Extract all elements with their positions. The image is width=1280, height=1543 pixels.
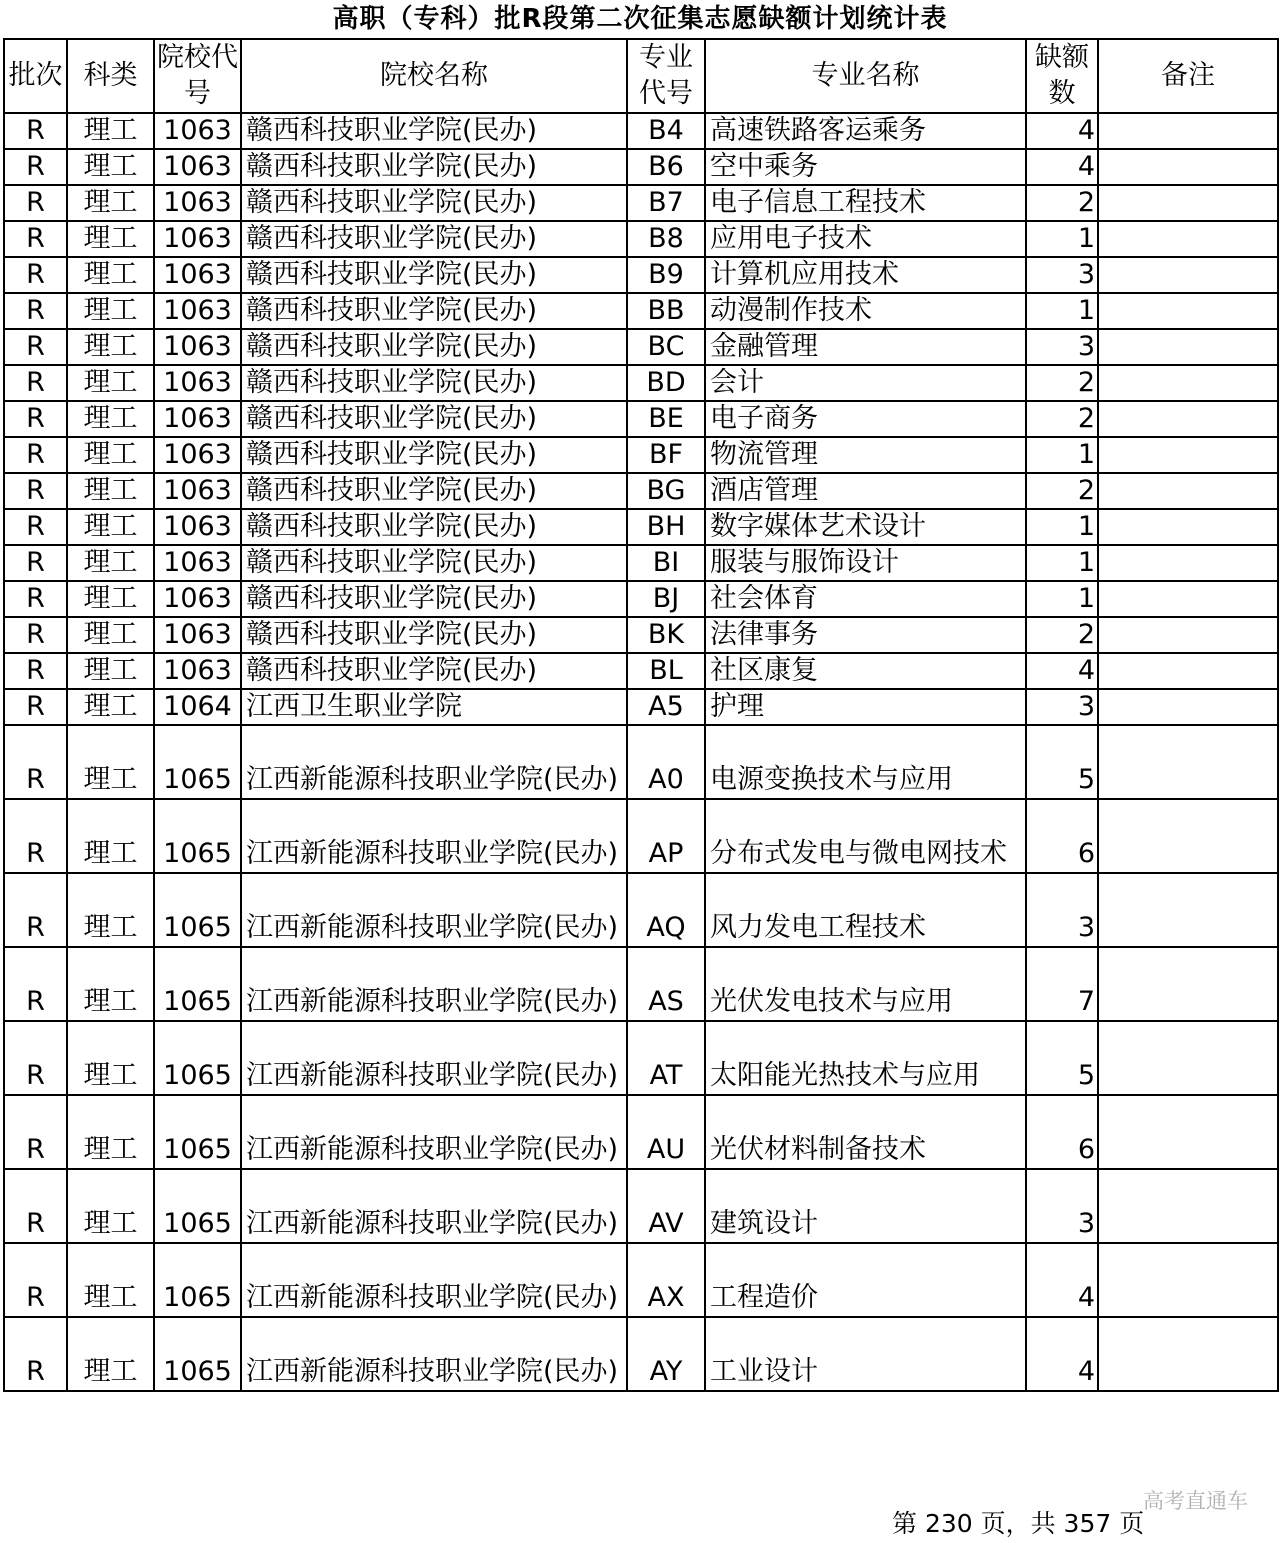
cell-school-code: 1063 xyxy=(154,257,241,293)
cell-school-name: 赣西科技职业学院(民办) xyxy=(241,329,627,365)
cell-category: 理工 xyxy=(67,185,154,221)
cell-vacancy: 6 xyxy=(1026,1095,1098,1169)
table-row xyxy=(4,113,1278,149)
cell-major-name: 会计 xyxy=(705,365,1026,401)
cell-school-code: 1065 xyxy=(154,1243,241,1317)
cell-school-code: 1063 xyxy=(154,473,241,509)
header-major-code: 专业代号 xyxy=(627,39,705,113)
cell-vacancy: 3 xyxy=(1026,329,1098,365)
header-category: 科类 xyxy=(67,39,154,113)
cell-batch: R xyxy=(4,221,67,257)
cell-vacancy: 2 xyxy=(1026,473,1098,509)
cell-major-name: 物流管理 xyxy=(705,437,1026,473)
cell-major-code: AU xyxy=(627,1095,705,1169)
cell-school-code: 1063 xyxy=(154,293,241,329)
cell-vacancy: 2 xyxy=(1026,617,1098,653)
cell-vacancy: 2 xyxy=(1026,401,1098,437)
cell-category: 理工 xyxy=(67,1317,154,1391)
cell-category: 理工 xyxy=(67,581,154,617)
cell-batch: R xyxy=(4,401,67,437)
cell-major-code: BK xyxy=(627,617,705,653)
cell-major-code: BG xyxy=(627,473,705,509)
cell-batch: R xyxy=(4,293,67,329)
cell-remark xyxy=(1098,365,1278,401)
cell-major-code: A5 xyxy=(627,689,705,725)
table-row xyxy=(4,329,1278,365)
cell-remark xyxy=(1098,1021,1278,1095)
cell-remark xyxy=(1098,947,1278,1021)
cell-category: 理工 xyxy=(67,725,154,799)
cell-remark xyxy=(1098,1169,1278,1243)
cell-vacancy: 3 xyxy=(1026,873,1098,947)
cell-batch: R xyxy=(4,1021,67,1095)
cell-batch: R xyxy=(4,1317,67,1391)
cell-major-code: B9 xyxy=(627,257,705,293)
table-row xyxy=(4,799,1278,873)
cell-vacancy: 1 xyxy=(1026,221,1098,257)
cell-major-code: AX xyxy=(627,1243,705,1317)
table-row xyxy=(4,689,1278,725)
cell-school-code: 1063 xyxy=(154,545,241,581)
cell-major-code: BH xyxy=(627,509,705,545)
cell-major-code: BB xyxy=(627,293,705,329)
cell-school-code: 1063 xyxy=(154,149,241,185)
cell-major-name: 空中乘务 xyxy=(705,149,1026,185)
cell-major-name: 社区康复 xyxy=(705,653,1026,689)
cell-school-name: 赣西科技职业学院(民办) xyxy=(241,545,627,581)
cell-major-name: 服装与服饰设计 xyxy=(705,545,1026,581)
cell-vacancy: 1 xyxy=(1026,581,1098,617)
cell-school-name: 赣西科技职业学院(民办) xyxy=(241,257,627,293)
table-row xyxy=(4,473,1278,509)
cell-vacancy: 5 xyxy=(1026,725,1098,799)
cell-vacancy: 1 xyxy=(1026,293,1098,329)
cell-major-name: 电源变换技术与应用 xyxy=(705,725,1026,799)
cell-vacancy: 3 xyxy=(1026,689,1098,725)
cell-major-name: 护理 xyxy=(705,689,1026,725)
cell-school-code: 1063 xyxy=(154,113,241,149)
cell-major-code: BJ xyxy=(627,581,705,617)
cell-school-name: 赣西科技职业学院(民办) xyxy=(241,365,627,401)
cell-category: 理工 xyxy=(67,947,154,1021)
cell-school-name: 江西新能源科技职业学院(民办) xyxy=(241,1317,627,1391)
cell-category: 理工 xyxy=(67,401,154,437)
cell-school-name: 江西新能源科技职业学院(民办) xyxy=(241,1243,627,1317)
cell-remark xyxy=(1098,689,1278,725)
table-row xyxy=(4,545,1278,581)
cell-school-code: 1063 xyxy=(154,221,241,257)
table-row xyxy=(4,221,1278,257)
cell-school-name: 江西卫生职业学院 xyxy=(241,689,627,725)
cell-major-name: 建筑设计 xyxy=(705,1169,1026,1243)
cell-remark xyxy=(1098,473,1278,509)
cell-batch: R xyxy=(4,437,67,473)
cell-school-name: 江西新能源科技职业学院(民办) xyxy=(241,799,627,873)
cell-major-code: A0 xyxy=(627,725,705,799)
table-row xyxy=(4,365,1278,401)
table-row xyxy=(4,437,1278,473)
cell-batch: R xyxy=(4,799,67,873)
cell-major-code: AQ xyxy=(627,873,705,947)
cell-remark xyxy=(1098,1095,1278,1169)
cell-major-code: BF xyxy=(627,437,705,473)
cell-major-code: BI xyxy=(627,545,705,581)
cell-major-code: AV xyxy=(627,1169,705,1243)
cell-major-code: BC xyxy=(627,329,705,365)
watermark: 高考直通车 xyxy=(1143,1489,1248,1513)
cell-major-code: AT xyxy=(627,1021,705,1095)
cell-vacancy: 4 xyxy=(1026,113,1098,149)
cell-vacancy: 3 xyxy=(1026,1169,1098,1243)
cell-batch: R xyxy=(4,473,67,509)
cell-vacancy: 4 xyxy=(1026,149,1098,185)
table-row xyxy=(4,1243,1278,1317)
cell-vacancy: 1 xyxy=(1026,437,1098,473)
cell-major-code: BE xyxy=(627,401,705,437)
cell-school-name: 江西新能源科技职业学院(民办) xyxy=(241,1021,627,1095)
cell-major-name: 工程造价 xyxy=(705,1243,1026,1317)
cell-batch: R xyxy=(4,947,67,1021)
table-row xyxy=(4,1095,1278,1169)
table-row xyxy=(4,401,1278,437)
cell-school-name: 赣西科技职业学院(民办) xyxy=(241,437,627,473)
header-vacancy: 缺额数 xyxy=(1026,39,1098,113)
cell-category: 理工 xyxy=(67,1021,154,1095)
cell-school-code: 1063 xyxy=(154,437,241,473)
cell-school-code: 1065 xyxy=(154,947,241,1021)
cell-vacancy: 5 xyxy=(1026,1021,1098,1095)
cell-major-name: 数字媒体艺术设计 xyxy=(705,509,1026,545)
table-body xyxy=(4,113,1278,1391)
table-row xyxy=(4,293,1278,329)
cell-major-code: BD xyxy=(627,365,705,401)
cell-batch: R xyxy=(4,329,67,365)
cell-major-name: 风力发电工程技术 xyxy=(705,873,1026,947)
cell-vacancy: 6 xyxy=(1026,799,1098,873)
cell-vacancy: 4 xyxy=(1026,1317,1098,1391)
cell-category: 理工 xyxy=(67,1095,154,1169)
cell-remark xyxy=(1098,257,1278,293)
cell-school-code: 1065 xyxy=(154,1095,241,1169)
cell-school-code: 1063 xyxy=(154,401,241,437)
cell-major-code: AP xyxy=(627,799,705,873)
cell-category: 理工 xyxy=(67,293,154,329)
cell-major-name: 社会体育 xyxy=(705,581,1026,617)
cell-school-code: 1063 xyxy=(154,617,241,653)
cell-major-name: 光伏发电技术与应用 xyxy=(705,947,1026,1021)
cell-major-name: 应用电子技术 xyxy=(705,221,1026,257)
cell-remark xyxy=(1098,1243,1278,1317)
cell-category: 理工 xyxy=(67,653,154,689)
table-row xyxy=(4,1317,1278,1391)
cell-school-code: 1065 xyxy=(154,1169,241,1243)
cell-remark xyxy=(1098,149,1278,185)
cell-school-code: 1065 xyxy=(154,725,241,799)
cell-remark xyxy=(1098,617,1278,653)
cell-category: 理工 xyxy=(67,545,154,581)
cell-category: 理工 xyxy=(67,1169,154,1243)
cell-remark xyxy=(1098,873,1278,947)
header-batch: 批次 xyxy=(4,39,67,113)
cell-category: 理工 xyxy=(67,1243,154,1317)
cell-batch: R xyxy=(4,509,67,545)
cell-school-name: 赣西科技职业学院(民办) xyxy=(241,581,627,617)
cell-major-code: B6 xyxy=(627,149,705,185)
cell-category: 理工 xyxy=(67,257,154,293)
cell-school-name: 江西新能源科技职业学院(民办) xyxy=(241,1169,627,1243)
cell-major-name: 法律事务 xyxy=(705,617,1026,653)
cell-major-name: 电子商务 xyxy=(705,401,1026,437)
cell-major-name: 太阳能光热技术与应用 xyxy=(705,1021,1026,1095)
vacancy-table xyxy=(3,38,1279,1392)
cell-vacancy: 3 xyxy=(1026,257,1098,293)
cell-category: 理工 xyxy=(67,221,154,257)
cell-school-name: 赣西科技职业学院(民办) xyxy=(241,509,627,545)
page-title: 高职（专科）批R段第二次征集志愿缺额计划统计表 xyxy=(332,4,948,34)
cell-school-name: 江西新能源科技职业学院(民办) xyxy=(241,725,627,799)
cell-major-name: 电子信息工程技术 xyxy=(705,185,1026,221)
cell-major-code: B8 xyxy=(627,221,705,257)
cell-remark xyxy=(1098,799,1278,873)
cell-school-name: 赣西科技职业学院(民办) xyxy=(241,401,627,437)
cell-remark xyxy=(1098,293,1278,329)
cell-school-code: 1063 xyxy=(154,365,241,401)
cell-major-code: B4 xyxy=(627,113,705,149)
cell-remark xyxy=(1098,437,1278,473)
cell-batch: R xyxy=(4,149,67,185)
cell-batch: R xyxy=(4,1095,67,1169)
cell-remark xyxy=(1098,221,1278,257)
cell-major-name: 光伏材料制备技术 xyxy=(705,1095,1026,1169)
cell-school-name: 赣西科技职业学院(民办) xyxy=(241,185,627,221)
cell-school-name: 江西新能源科技职业学院(民办) xyxy=(241,873,627,947)
table-row xyxy=(4,617,1278,653)
cell-remark xyxy=(1098,725,1278,799)
cell-category: 理工 xyxy=(67,437,154,473)
cell-school-code: 1065 xyxy=(154,873,241,947)
cell-remark xyxy=(1098,509,1278,545)
cell-batch: R xyxy=(4,689,67,725)
cell-category: 理工 xyxy=(67,689,154,725)
cell-batch: R xyxy=(4,545,67,581)
cell-batch: R xyxy=(4,873,67,947)
cell-major-name: 分布式发电与微电网技术 xyxy=(705,799,1026,873)
cell-school-code: 1063 xyxy=(154,329,241,365)
table-row xyxy=(4,257,1278,293)
table-row xyxy=(4,1021,1278,1095)
cell-remark xyxy=(1098,113,1278,149)
table-row xyxy=(4,1169,1278,1243)
page-footer: 第 230 页，共 357 页 xyxy=(892,1509,1145,1538)
header-remark: 备注 xyxy=(1098,39,1278,113)
cell-major-code: B7 xyxy=(627,185,705,221)
cell-school-code: 1064 xyxy=(154,689,241,725)
cell-vacancy: 4 xyxy=(1026,653,1098,689)
cell-remark xyxy=(1098,329,1278,365)
cell-category: 理工 xyxy=(67,473,154,509)
cell-batch: R xyxy=(4,113,67,149)
cell-category: 理工 xyxy=(67,329,154,365)
cell-category: 理工 xyxy=(67,113,154,149)
table-row xyxy=(4,149,1278,185)
cell-school-name: 赣西科技职业学院(民办) xyxy=(241,113,627,149)
header-row xyxy=(4,39,1278,113)
header-school-name: 院校名称 xyxy=(241,39,627,113)
cell-school-name: 赣西科技职业学院(民办) xyxy=(241,617,627,653)
cell-batch: R xyxy=(4,653,67,689)
cell-school-code: 1063 xyxy=(154,581,241,617)
cell-school-code: 1063 xyxy=(154,653,241,689)
cell-batch: R xyxy=(4,725,67,799)
table-row xyxy=(4,185,1278,221)
cell-batch: R xyxy=(4,1169,67,1243)
cell-batch: R xyxy=(4,1243,67,1317)
cell-batch: R xyxy=(4,617,67,653)
cell-school-code: 1063 xyxy=(154,509,241,545)
cell-school-name: 赣西科技职业学院(民办) xyxy=(241,653,627,689)
cell-school-name: 赣西科技职业学院(民办) xyxy=(241,473,627,509)
cell-school-name: 赣西科技职业学院(民办) xyxy=(241,293,627,329)
cell-major-name: 金融管理 xyxy=(705,329,1026,365)
cell-major-name: 动漫制作技术 xyxy=(705,293,1026,329)
cell-school-name: 江西新能源科技职业学院(民办) xyxy=(241,1095,627,1169)
table-row xyxy=(4,947,1278,1021)
cell-school-code: 1065 xyxy=(154,1021,241,1095)
cell-major-name: 工业设计 xyxy=(705,1317,1026,1391)
cell-vacancy: 2 xyxy=(1026,365,1098,401)
cell-major-name: 计算机应用技术 xyxy=(705,257,1026,293)
table-row xyxy=(4,873,1278,947)
cell-major-code: BL xyxy=(627,653,705,689)
cell-category: 理工 xyxy=(67,617,154,653)
table-row xyxy=(4,653,1278,689)
cell-category: 理工 xyxy=(67,365,154,401)
cell-vacancy: 1 xyxy=(1026,545,1098,581)
cell-major-name: 高速铁路客运乘务 xyxy=(705,113,1026,149)
cell-batch: R xyxy=(4,257,67,293)
cell-remark xyxy=(1098,653,1278,689)
cell-category: 理工 xyxy=(67,509,154,545)
cell-vacancy: 2 xyxy=(1026,185,1098,221)
cell-major-name: 酒店管理 xyxy=(705,473,1026,509)
cell-remark xyxy=(1098,581,1278,617)
cell-batch: R xyxy=(4,581,67,617)
cell-batch: R xyxy=(4,365,67,401)
cell-vacancy: 7 xyxy=(1026,947,1098,1021)
cell-school-name: 赣西科技职业学院(民办) xyxy=(241,149,627,185)
header-major-name: 专业名称 xyxy=(705,39,1026,113)
table-row xyxy=(4,581,1278,617)
table-row xyxy=(4,509,1278,545)
cell-remark xyxy=(1098,545,1278,581)
cell-remark xyxy=(1098,401,1278,437)
cell-school-name: 江西新能源科技职业学院(民办) xyxy=(241,947,627,1021)
cell-major-code: AY xyxy=(627,1317,705,1391)
cell-school-name: 赣西科技职业学院(民办) xyxy=(241,221,627,257)
cell-major-code: AS xyxy=(627,947,705,1021)
header-school-code: 院校代号 xyxy=(154,39,241,113)
table-row xyxy=(4,725,1278,799)
cell-vacancy: 1 xyxy=(1026,509,1098,545)
cell-school-code: 1063 xyxy=(154,185,241,221)
cell-remark xyxy=(1098,185,1278,221)
cell-batch: R xyxy=(4,185,67,221)
cell-school-code: 1065 xyxy=(154,799,241,873)
cell-vacancy: 4 xyxy=(1026,1243,1098,1317)
cell-category: 理工 xyxy=(67,873,154,947)
cell-category: 理工 xyxy=(67,149,154,185)
cell-school-code: 1065 xyxy=(154,1317,241,1391)
cell-category: 理工 xyxy=(67,799,154,873)
cell-remark xyxy=(1098,1317,1278,1391)
